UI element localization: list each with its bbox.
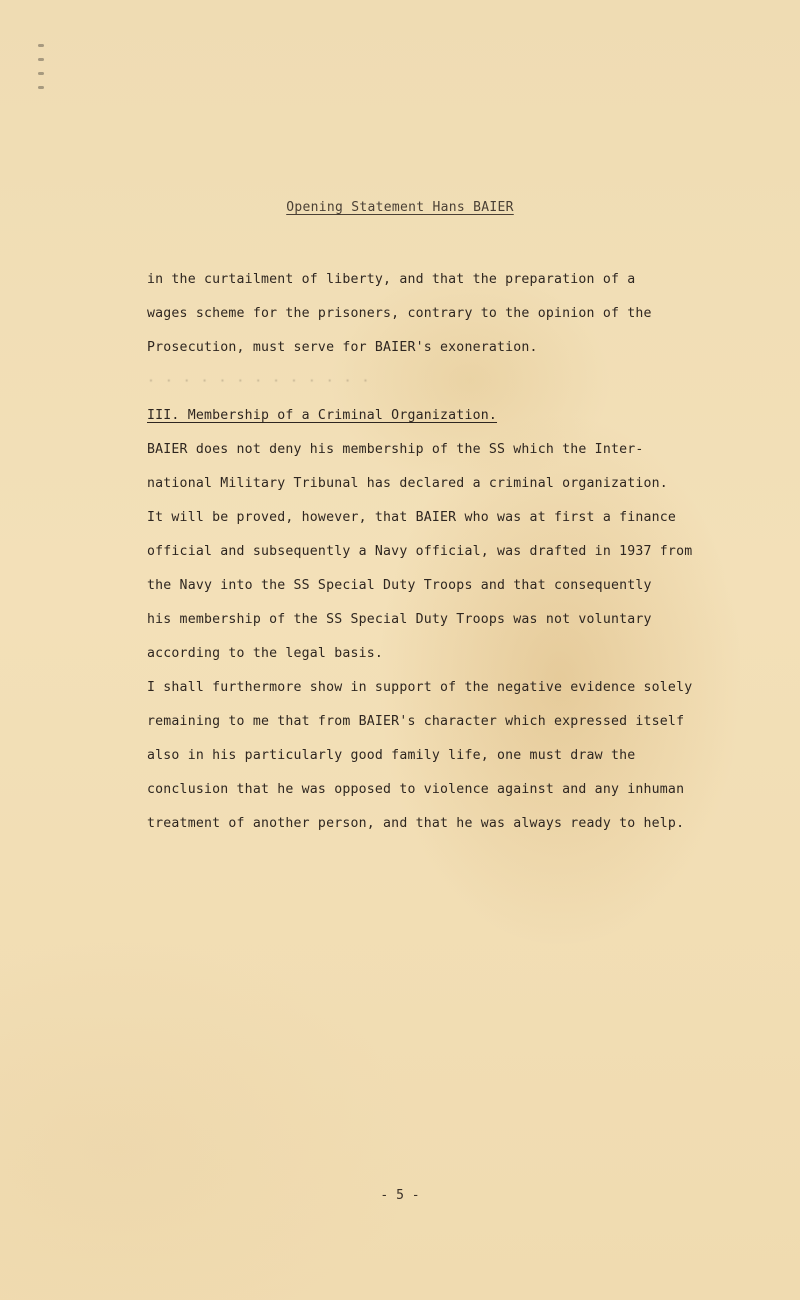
staple-marks bbox=[38, 44, 46, 104]
text-line-17: treatment of another person, and that he was always ready to help. bbox=[147, 816, 685, 831]
text-line-15: also in his particularly good family life, one must draw the bbox=[147, 748, 636, 763]
text-line-2: wages scheme for the prisoners, contrary to the opinion of the bbox=[147, 306, 652, 321]
erased-line: · · · · · · · · · · · · · bbox=[147, 374, 371, 389]
text-line-8: It will be proved, however, that BAIER who was at first a finance bbox=[147, 510, 677, 525]
text-line-12: according to the legal basis. bbox=[147, 646, 384, 661]
text-line-10: the Navy into the SS Special Duty Troops and that consequently bbox=[147, 578, 652, 593]
section-heading-text: III. Membership of a Criminal Organization. bbox=[147, 408, 498, 423]
text-line-16: conclusion that he was opposed to violence against and any inhuman bbox=[147, 782, 685, 797]
text-line-14: remaining to me that from BAIER's character which expressed itself bbox=[147, 714, 685, 729]
page-number: - 5 - bbox=[380, 1188, 420, 1203]
text-line-11: his membership of the SS Special Duty Troops was not voluntary bbox=[147, 612, 652, 627]
section-heading bbox=[147, 399, 727, 433]
text-line-7: national Military Tribunal has declared a criminal organization. bbox=[147, 476, 668, 491]
text-line-13: I shall furthermore show in support of the negative evidence solely bbox=[147, 680, 693, 695]
title-text: Opening Statement Hans BAIER bbox=[286, 200, 514, 215]
text-line-6: BAIER does not deny his membership of the SS which the Inter- bbox=[147, 442, 644, 457]
body-text bbox=[147, 263, 727, 841]
text-line-1: in the curtailment of liberty, and that the preparation of a bbox=[147, 272, 636, 287]
text-line-3: Prosecution, must serve for BAIER's exoneration. bbox=[147, 340, 538, 355]
document-title bbox=[0, 200, 800, 215]
text-line-9: official and subsequently a Navy official, was drafted in 1937 from bbox=[147, 544, 693, 559]
